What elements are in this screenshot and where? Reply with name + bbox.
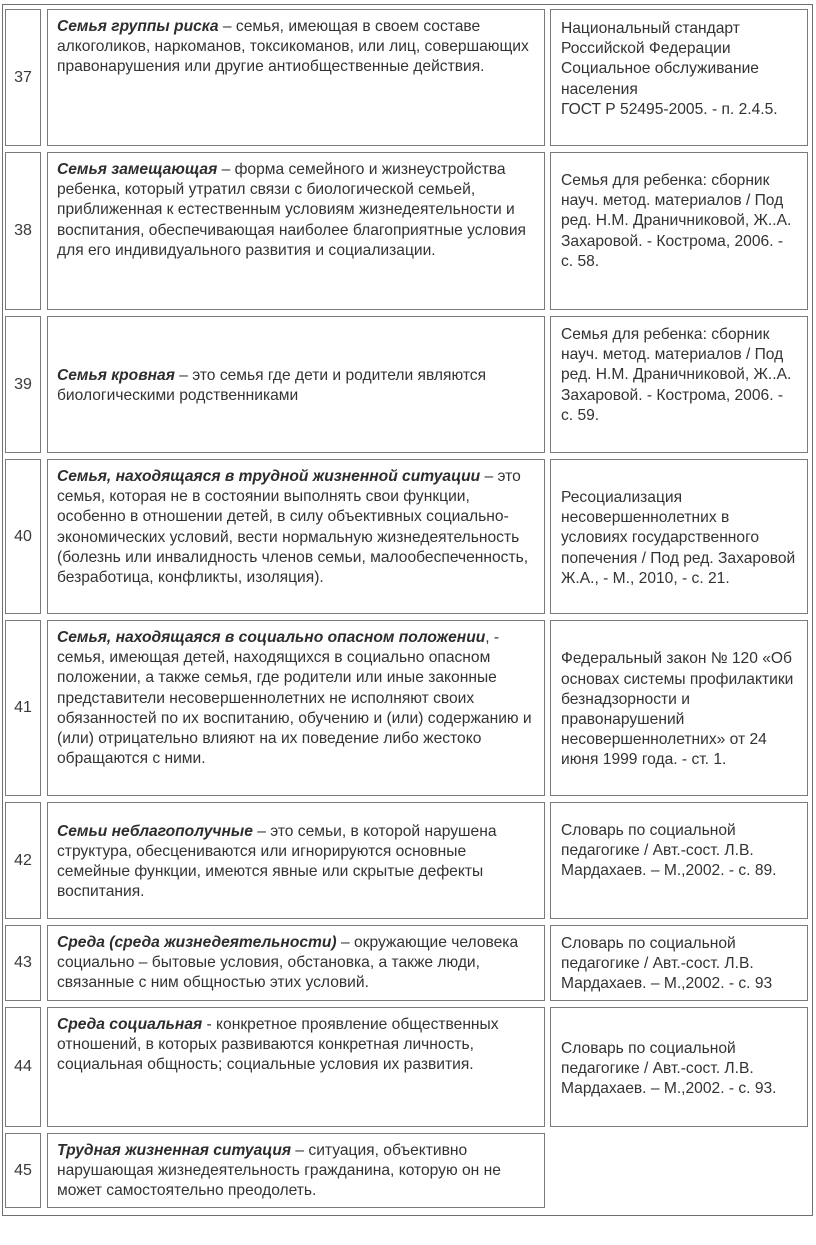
source-text: Семья для ребенка: сборник науч. метод. материалов / Под ред. Н.М. Драничниковой, Ж..А. Захаровой. - Кострома, 2006. - с. 59. <box>561 326 792 424</box>
term-definition: – это семья, которая не в состоянии выполнять свои функции, особенно в отношении детей, в силу объективных социально-экономических условий, вести нормальную жизнедеятельность (болезнь или инвалидность членов семьи, малообеспеченность, безработица, конфликты, изоляция). <box>57 468 529 587</box>
row-number-text: 38 <box>14 222 32 239</box>
term-definition: – это семья где дети и родители являются биологическими родственниками <box>57 366 487 404</box>
term-definition-cell <box>47 925 545 1001</box>
row-number-text: 45 <box>14 1161 32 1179</box>
term-title: Семья кровная <box>57 366 175 384</box>
source-text: Словарь по социальной педагогике / Авт.-сост. Л.В. Мардахаев. – М.,2002. - с. 89. <box>561 822 777 880</box>
term-definition: – ситуация, объективно нарушающая жизнедеятельность гражданина, которую он не может самостоятельно преодолеть. <box>57 1142 501 1200</box>
row-number <box>5 152 41 310</box>
term-definition-cell <box>47 152 545 310</box>
row-number-text: 37 <box>14 68 32 86</box>
term-title: Семья, находящаяся в социально опасном положении <box>57 629 486 646</box>
term-title: Семьи неблагополучные <box>57 822 253 840</box>
term-title: Семья, находящаяся в трудной жизненной ситуации <box>57 468 481 485</box>
term-definition: , - семья, имеющая детей, находящихся в социально опасном положении, а также семья, где родители или иные законные представители несовершеннолетних не исполняют своих обязанностей по их воспитанию, обучению и (или) содержанию и (или) отрицательно влияют на их поведение либо жестоко обращаются с ними. <box>57 629 532 768</box>
source-text: Федеральный закон № 120 «Об основах системы профилактики безнадзорности и правонарушений несовершеннолетних» от 24 июня 1999 года. - ст. 1. <box>561 650 794 769</box>
term-definition-cell <box>47 459 545 614</box>
term-definition: – окружающие человека социально – бытовые условия, обстановка, а также люди, связанные с ним общностью этих условий. <box>57 934 519 992</box>
term-definition-cell <box>47 316 545 453</box>
term-title: Среда (среда жизнедеятельности) <box>57 934 337 951</box>
source-cell <box>550 152 808 310</box>
term-title: Семья группы риска <box>57 18 219 35</box>
term-definition-cell <box>47 1007 545 1127</box>
row-number-text: 39 <box>14 375 32 393</box>
term-definition-cell <box>47 1133 545 1208</box>
term-definition: – семья, имеющая в своем составе алкоголиков, наркоманов, токсикоманов, или лиц, совершающих правонарушения или другие антиобщественные действия. <box>57 18 529 76</box>
row-number-text: 43 <box>14 954 32 971</box>
row-number-text: 40 <box>14 527 32 545</box>
row-number <box>5 316 41 453</box>
source-text: Словарь по социальной педагогике / Авт.-сост. Л.В. Мардахаев. – М.,2002. - с. 93. <box>561 1039 777 1098</box>
term-definition: – это семьи, в которой нарушена структура, обесцениваются или игнорируются основные семейные функции, имеются явные или скрытые дефекты воспитания. <box>57 822 497 901</box>
source-cell <box>550 1007 808 1127</box>
source-cell <box>550 802 808 919</box>
source-cell <box>550 620 808 796</box>
term-definition-cell <box>47 620 545 796</box>
term-definition: - конкретное проявление общественных отношений, в которых развиваются конкретная личность, социальная общность; социальные условия их развития. <box>57 1016 499 1074</box>
source-text: Словарь по социальной педагогике / Авт.-сост. Л.В. Мардахаев. – М.,2002. - с. 93 <box>561 935 773 993</box>
row-number-text: 42 <box>14 851 32 869</box>
row-number <box>5 620 41 796</box>
row-number <box>5 1007 41 1127</box>
term-definition-cell <box>47 802 545 919</box>
row-number <box>5 925 41 1001</box>
row-number-text: 41 <box>14 699 32 716</box>
term-title: Среда социальная <box>57 1016 203 1033</box>
row-number <box>5 1133 41 1208</box>
source-cell <box>550 459 808 614</box>
source-cell <box>550 9 808 146</box>
term-title: Трудная жизненная ситуация <box>57 1142 292 1159</box>
row-number <box>5 9 41 146</box>
source-cell <box>550 925 808 1001</box>
source-text: Семья для ребенка: сборник науч. метод. материалов / Под ред. Н.М. Драничниковой, Ж..А. Захаровой. - Кострома, 2006. - с. 58. <box>561 172 792 270</box>
term-title: Семья замещающая <box>57 161 218 178</box>
term-definition: – форма семейного и жизнеустройства ребенка, который утратил связи с биологической семьей, приближенная к естественным условиям жизнедеятельности и воспитания, обеспечивающая наиболее благоприятные условия для его индивидуального развития и социализации. <box>57 161 526 259</box>
row-number <box>5 802 41 919</box>
row-number-text: 44 <box>14 1058 32 1075</box>
source-text: Ресоциализация несовершеннолетних в условиях государственного попечения / Под ред. Захаровой Ж.А., - М., 2010, - с. 21. <box>561 488 796 587</box>
source-text: Национальный стандарт Российской Федерации Социальное обслуживание населения ГОСТ Р 52495-2005. - п. 2.4.5. <box>561 20 778 118</box>
row-number <box>5 459 41 614</box>
term-definition-cell <box>47 9 545 146</box>
source-cell <box>550 316 808 453</box>
